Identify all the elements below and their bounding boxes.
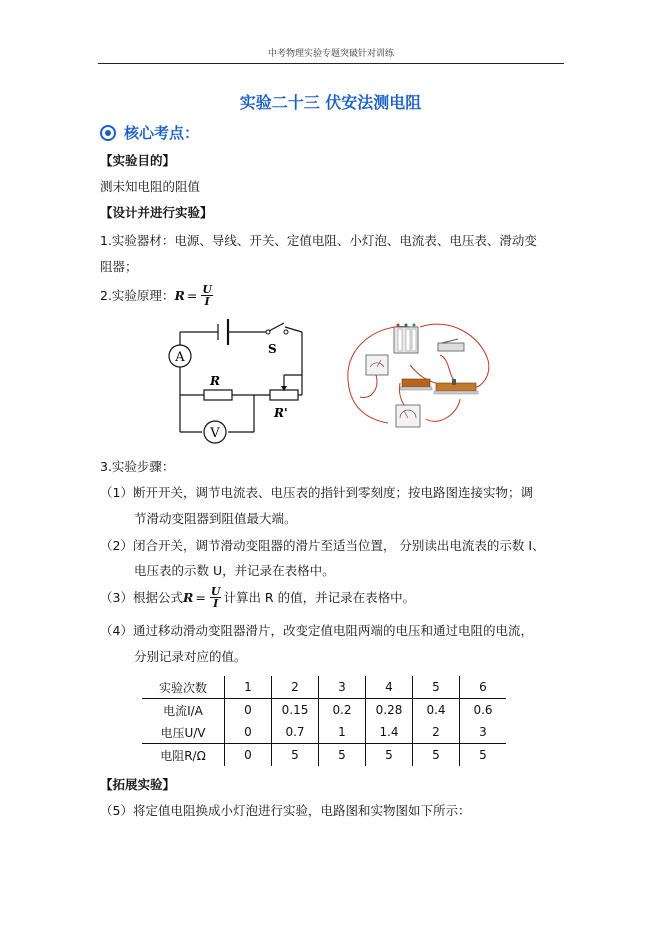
step-3-suffix: 计算出 R 的值，并记录在表格中。 <box>223 589 416 605</box>
header-divider <box>98 63 564 64</box>
core-points-heading <box>100 122 199 143</box>
table-cell: 电压U/V <box>142 721 225 744</box>
formula-equals: = <box>186 287 198 303</box>
extend-line-1: （5）将定值电阻换成小灯泡进行实验，电路图和实物图如下所示： <box>100 803 471 818</box>
table-cell: 0.7 <box>272 721 319 744</box>
equipment-line-2: 阻器； <box>100 259 138 274</box>
table-header-cell: 4 <box>366 676 413 699</box>
formula-denominator: I <box>204 295 210 308</box>
switch-board-icon <box>438 339 464 351</box>
purpose-heading: 【实验目的】 <box>100 153 176 168</box>
page-title: 实验二十三 伏安法测电阻 <box>239 93 422 112</box>
resistor-photo-icon <box>400 379 432 390</box>
rheostat-photo-icon <box>434 379 478 394</box>
principle-line <box>100 284 215 307</box>
step-3-formula-equals: = <box>195 589 206 605</box>
switch-symbol <box>266 323 288 334</box>
step-3-formula-numerator: U <box>210 585 221 598</box>
table-header-cell: 6 <box>460 676 507 699</box>
rheostat-symbol <box>270 390 298 400</box>
table-header-cell: 3 <box>319 676 366 699</box>
table-header-cell: 2 <box>272 676 319 699</box>
table-cell: 5 <box>366 744 413 767</box>
table-cell: 5 <box>319 744 366 767</box>
step-2-line-2: 电压表的示数 U，并记录在表格中。 <box>134 563 335 578</box>
step-2-line-1: （2）闭合开关，调节滑动变阻器的滑片至适当位置， 分别读出电流表的示数 I、 <box>100 538 545 553</box>
table-row <box>142 699 506 722</box>
battery-pack-icon <box>394 324 418 354</box>
table-row <box>142 744 506 767</box>
step-3-formula-denominator: I <box>213 597 219 610</box>
table-cell: 3 <box>460 721 507 744</box>
switch-label: S <box>268 342 277 356</box>
ammeter-label: A <box>175 350 185 365</box>
rheostat-label: R' <box>274 406 288 420</box>
ammeter-photo-icon <box>396 405 420 427</box>
step-3-formula-lhs: R <box>182 589 194 605</box>
step-4-line-1: （4）通过移动滑动变阻器滑片，改变定值电阻两端的电压和通过电阻的电流， <box>100 623 533 638</box>
table-cell: 1 <box>319 721 366 744</box>
table-header-cell: 5 <box>413 676 460 699</box>
table-cell: 电阻R/Ω <box>142 744 225 767</box>
apparatus-photo <box>340 315 492 445</box>
step-3-prefix: （3）根据公式 <box>100 589 183 605</box>
page-header: 中考物理实验专题突破针对训练 <box>267 49 394 59</box>
purpose-text: 测未知电阻的阻值 <box>100 179 201 194</box>
resistor-label: R <box>210 374 220 388</box>
circuit-diagram <box>160 315 310 445</box>
table-header-cell: 1 <box>225 676 272 699</box>
table-cell: 电流I/A <box>142 699 225 722</box>
table-cell: 0 <box>225 744 272 767</box>
equipment-line-1: 1.实验器材：电源、导线、开关、定值电阻、小灯泡、电流表、电压表、滑动变 <box>100 233 537 248</box>
voltmeter-photo-icon <box>366 355 388 375</box>
target-icon <box>100 125 116 141</box>
steps-label: 3.实验步骤： <box>100 459 175 474</box>
battery-symbol <box>218 319 228 345</box>
step-3-line <box>100 586 415 609</box>
step-3-formula-fraction <box>210 586 222 609</box>
table-header-cell: 实验次数 <box>142 676 225 699</box>
formula-fraction <box>201 284 213 307</box>
table-cell: 1.4 <box>366 721 413 744</box>
resistor-symbol <box>204 390 232 400</box>
step-4-line-2: 分别记录对应的值。 <box>134 649 247 664</box>
formula-lhs: R <box>174 287 185 303</box>
table-header-row <box>142 676 506 699</box>
table-cell: 0.2 <box>319 699 366 722</box>
formula-numerator: U <box>202 283 212 296</box>
principle-label: 2.实验原理： <box>100 287 175 303</box>
core-points-label: 核心考点： <box>124 124 200 142</box>
table-cell: 2 <box>413 721 460 744</box>
table-cell: 0 <box>225 699 272 722</box>
table-cell: 5 <box>272 744 319 767</box>
table-cell: 5 <box>479 748 487 762</box>
extend-heading: 【拓展实验】 <box>100 777 176 792</box>
table-cell: 5 <box>413 744 460 767</box>
step-1-line-2: 节滑动变阻器到阻值最大端。 <box>134 511 297 526</box>
table-cell: 0.4 <box>413 699 460 722</box>
data-table <box>142 676 506 766</box>
table-cell: 0.15 <box>272 699 319 722</box>
table-cell: 0 <box>225 721 272 744</box>
design-heading: 【设计并进行实验】 <box>100 205 213 220</box>
table-cell: 0.6 <box>473 703 493 717</box>
voltmeter-label: V <box>210 426 220 441</box>
table-row <box>142 721 506 744</box>
table-cell: 0.28 <box>366 699 413 722</box>
step-1-line-1: （1）断开开关，调节电流表、电压表的指针到零刻度；按电路图连接实物；调 <box>100 485 533 500</box>
